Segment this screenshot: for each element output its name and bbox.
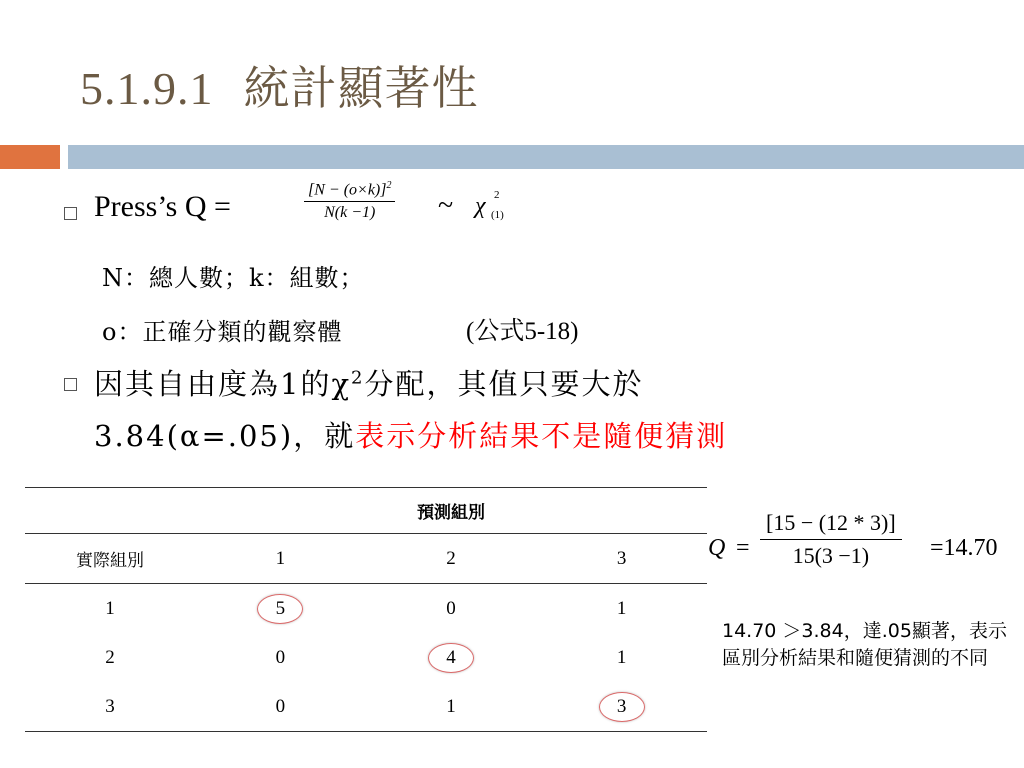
press-q-formula	[304, 179, 395, 222]
title-text: 統計顯著性	[243, 61, 479, 115]
formula-denominator: N(k −1)	[324, 204, 376, 221]
title-underline-bar	[68, 145, 1024, 169]
table-row	[25, 682, 707, 732]
formula-fraction	[304, 180, 395, 222]
row-label: 3	[25, 682, 195, 732]
variable-o-definition: o：正確分類的觀察體	[102, 318, 343, 346]
formula-tilde: ~	[438, 190, 454, 221]
formula-chi: χ	[475, 193, 486, 219]
highlight-text: 表示分析結果不是隨便猜測	[355, 419, 728, 453]
table-cell: 0	[446, 597, 456, 619]
table-cell: 0	[275, 646, 286, 668]
table-cell: 1	[366, 682, 537, 732]
table-row	[25, 633, 707, 682]
calc-lhs: Q	[708, 535, 726, 561]
formula-reference: (公式5-18)	[466, 318, 579, 345]
calc-equals: =	[736, 535, 750, 561]
table-cell-circled: 3	[599, 692, 645, 722]
table-cell: 1	[616, 597, 627, 619]
page-title	[80, 52, 479, 118]
table-row	[25, 584, 707, 634]
actual-group-header: 實際組別	[25, 534, 195, 584]
formula-chi-subscript: (1)	[491, 209, 504, 221]
calc-numerator: [15 − (12 * 3)]	[760, 510, 902, 540]
table-header-row	[25, 488, 707, 534]
row-label: 2	[105, 646, 115, 668]
column-header: 3	[536, 534, 707, 584]
table-cell-circled: 5	[257, 594, 303, 624]
formula-chi-superscript: 2	[494, 189, 500, 201]
column-header: 2	[366, 534, 537, 584]
bullet-square-icon	[64, 378, 77, 391]
column-header: 1	[195, 534, 366, 584]
calc-result: =14.70	[930, 535, 998, 561]
calc-fraction	[760, 510, 902, 569]
table-column-header-row	[25, 534, 707, 584]
accent-bar	[0, 145, 60, 169]
bullet2-line2: 3.84(α=.05)，就表示分析結果不是隨便猜測	[94, 419, 728, 453]
press-q-label: Press’s Q =	[94, 190, 231, 223]
predicted-group-header: 預測組別	[195, 488, 707, 534]
section-number: 5.1.9.1	[80, 63, 214, 114]
table-cell: 1	[616, 646, 627, 668]
formula-numerator: $[N - (o\times k)]^2$	[304, 180, 395, 202]
table-cell: 0	[195, 682, 366, 732]
bullet2-line1: 因其自由度為1的$\chi^2$分配，其值只要大於	[94, 367, 644, 401]
calc-denominator: 15(3 −1)	[792, 543, 870, 568]
table-cell-circled: 4	[428, 643, 474, 673]
conclusion-note: 14.70 ＞3.84，達.05顯著，表示區別分析結果和隨便猜測的不同	[722, 620, 1007, 669]
classification-table	[25, 487, 707, 732]
variable-definitions-line: N：總人數；k：組數；	[102, 264, 365, 292]
row-label: 1	[105, 597, 115, 619]
bullet-square-icon	[64, 207, 77, 220]
